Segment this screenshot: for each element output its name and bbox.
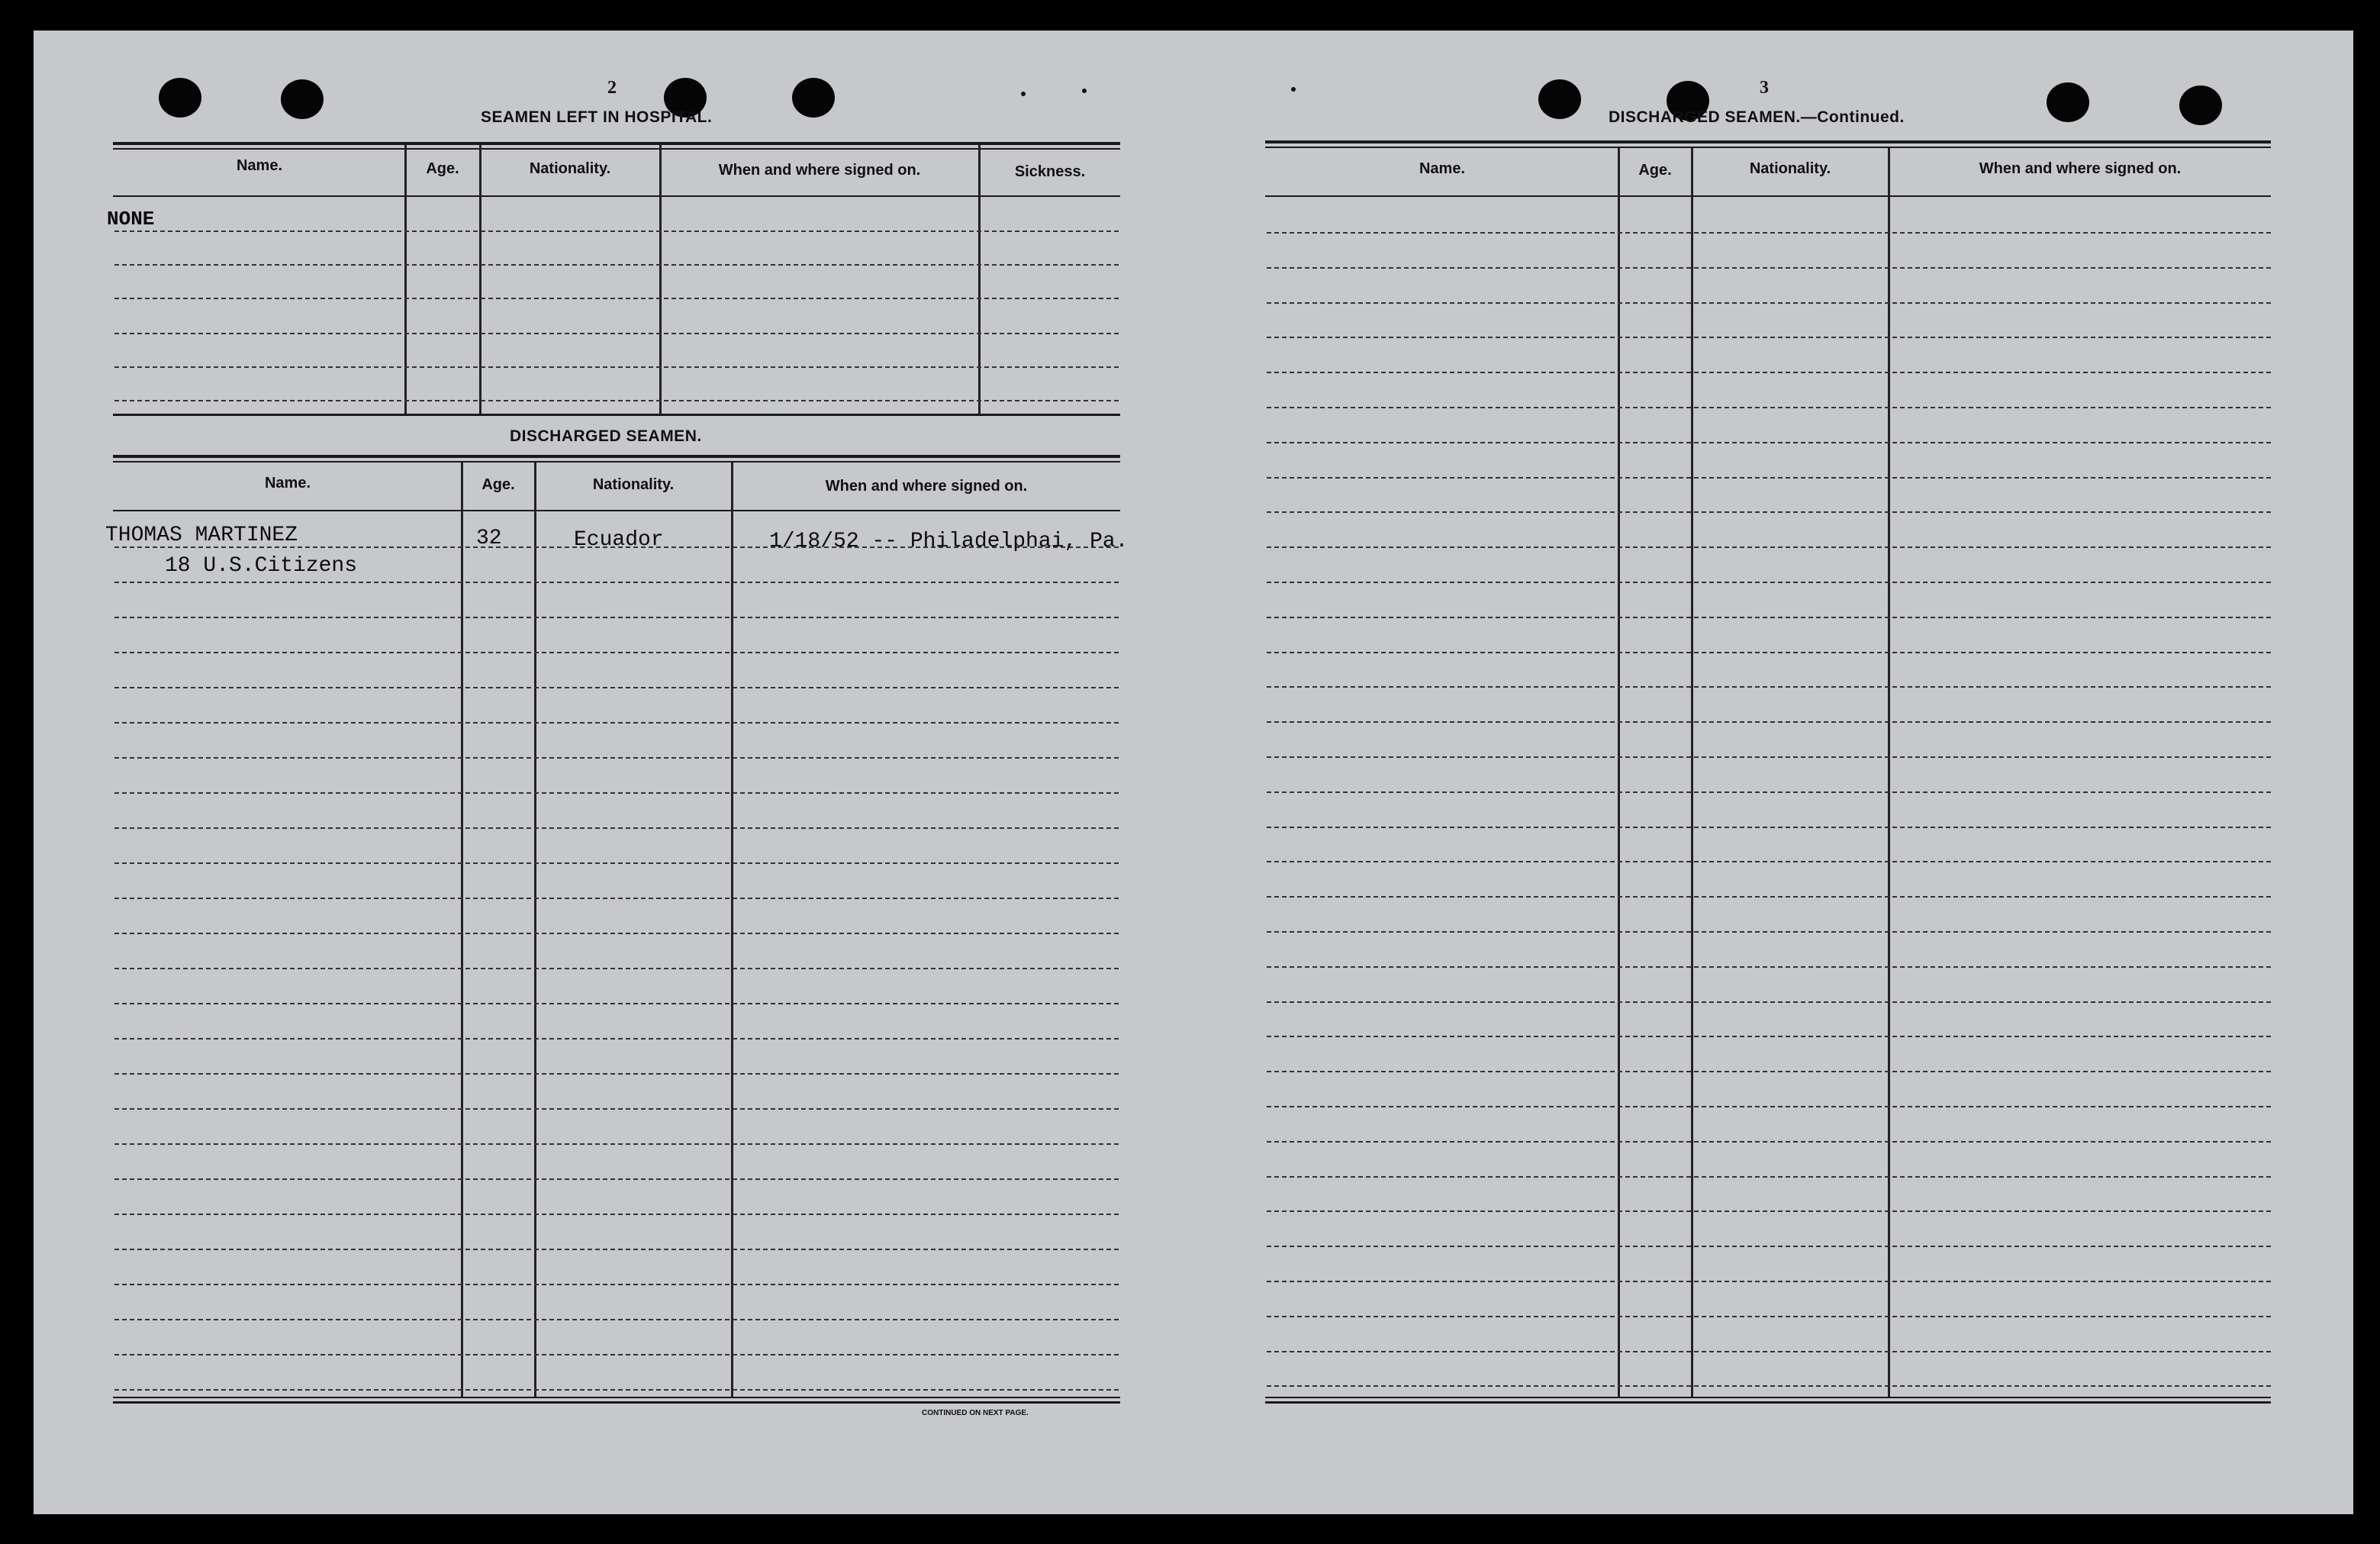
ruled-line <box>1267 1281 2271 1282</box>
ruled-line <box>1267 721 2271 723</box>
right-header-nationality: Nationality. <box>1749 160 1831 177</box>
right-header-age: Age. <box>1638 162 1672 179</box>
discharged-header-name: Name. <box>264 475 311 492</box>
ruled-line <box>1267 1351 2271 1352</box>
ruled-line <box>114 792 1119 794</box>
ruled-line <box>114 862 1119 864</box>
ruled-line <box>114 1038 1119 1040</box>
rule <box>113 148 1120 150</box>
rule <box>113 195 1120 197</box>
hospital-header-signed-on: When and where signed on. <box>718 162 921 179</box>
discharged-header-age: Age. <box>481 476 515 493</box>
column-divider <box>404 145 407 415</box>
ruled-line <box>114 230 1119 232</box>
discharged-row-nationality: Ecuador <box>574 528 664 552</box>
rule <box>1265 1397 2271 1398</box>
column-divider <box>659 145 662 415</box>
ruled-line <box>1267 1001 2271 1003</box>
ruled-line <box>1267 1176 2271 1178</box>
speck <box>1082 89 1087 93</box>
rule <box>113 414 1120 416</box>
page-number-left: 2 <box>607 78 617 98</box>
ruled-line <box>114 1284 1119 1285</box>
ruled-line <box>1267 791 2271 793</box>
right-header-signed-on: When and where signed on. <box>1979 160 2182 177</box>
column-divider <box>1618 148 1620 1397</box>
right-section-title: DISCHARGED SEAMEN.—Continued. <box>1609 108 1905 126</box>
rule <box>113 510 1120 511</box>
ruled-line <box>114 1073 1119 1075</box>
hospital-header-name: Name. <box>236 157 283 174</box>
punch-hole <box>2047 82 2089 122</box>
rule <box>113 1401 1120 1404</box>
ruled-line <box>114 757 1119 759</box>
punch-hole <box>792 78 835 118</box>
rule <box>1265 1401 2271 1404</box>
ruled-line <box>1267 407 2271 408</box>
ruled-line <box>114 933 1119 934</box>
ruled-line <box>114 1389 1119 1391</box>
ruled-line <box>114 617 1119 618</box>
discharged-row-name: THOMAS MARTINEZ <box>105 524 298 547</box>
ruled-line <box>1267 1316 2271 1317</box>
ruled-line <box>114 264 1119 266</box>
speck <box>1291 87 1296 92</box>
hospital-header-age: Age. <box>426 160 459 177</box>
ruled-line <box>1267 652 2271 653</box>
ruled-line <box>114 1003 1119 1004</box>
ruled-line <box>1267 442 2271 443</box>
ruled-line <box>1267 477 2271 479</box>
column-divider <box>731 463 733 1398</box>
ruled-line <box>114 722 1119 724</box>
rule <box>113 1397 1120 1398</box>
ruled-line <box>1267 232 2271 234</box>
ruled-line <box>1267 582 2271 583</box>
hospital-entry-none: NONE <box>107 208 155 230</box>
ruled-line <box>114 898 1119 899</box>
ruled-line <box>114 1214 1119 1215</box>
punch-hole <box>2179 85 2222 125</box>
discharged-section-title: DISCHARGED SEAMEN. <box>510 427 702 445</box>
ruled-line <box>114 1249 1119 1250</box>
ruled-line <box>1267 756 2271 758</box>
ruled-line <box>1267 1141 2271 1143</box>
discharged-header-nationality: Nationality. <box>592 476 675 493</box>
ruled-line <box>114 827 1119 829</box>
hospital-header-sickness: Sickness. <box>1014 163 1086 180</box>
speck <box>1021 92 1026 96</box>
ruled-line <box>114 366 1119 368</box>
ruled-line <box>1267 1246 2271 1247</box>
ruled-line <box>1267 931 2271 933</box>
rule <box>1265 147 2271 148</box>
column-divider <box>978 145 981 415</box>
ruled-line <box>1267 337 2271 338</box>
ruled-line <box>1267 896 2271 898</box>
ruled-line <box>114 1178 1119 1180</box>
punch-hole <box>281 79 324 119</box>
ruled-line <box>1267 1036 2271 1037</box>
rule <box>1265 140 2271 143</box>
ruled-line <box>1267 1385 2271 1387</box>
ruled-line <box>114 1354 1119 1355</box>
ruled-line <box>1267 267 2271 269</box>
punch-hole <box>1538 79 1581 119</box>
rule <box>1265 195 2271 197</box>
rule <box>113 142 1120 145</box>
page-number-right: 3 <box>1760 78 1769 98</box>
document-sheet <box>34 31 2353 1514</box>
ruled-line <box>114 652 1119 653</box>
column-divider <box>1691 148 1693 1397</box>
ruled-line <box>114 582 1119 583</box>
ruled-line <box>114 298 1119 299</box>
continued-footer: CONTINUED ON NEXT PAGE. <box>922 1409 1029 1417</box>
hospital-section-title: SEAMEN LEFT IN HOSPITAL. <box>481 108 713 126</box>
rule <box>113 461 1120 463</box>
ruled-line <box>114 1319 1119 1320</box>
ruled-line <box>1267 617 2271 618</box>
ruled-line <box>1267 546 2271 548</box>
discharged-note: 18 U.S.Citizens <box>165 554 358 578</box>
hospital-header-nationality: Nationality. <box>529 160 611 177</box>
ruled-line <box>1267 1210 2271 1212</box>
ruled-line <box>114 687 1119 688</box>
column-divider <box>479 145 481 415</box>
ruled-line <box>114 400 1119 401</box>
ruled-line <box>1267 372 2271 373</box>
ruled-line <box>1267 302 2271 304</box>
ruled-line <box>114 1143 1119 1145</box>
ruled-line <box>1267 511 2271 513</box>
ruled-line <box>1267 1106 2271 1107</box>
ruled-line <box>114 333 1119 334</box>
ruled-line <box>1267 966 2271 968</box>
ruled-line <box>1267 1071 2271 1072</box>
discharged-header-signed-on: When and where signed on. <box>825 478 1028 495</box>
column-divider <box>1888 148 1890 1397</box>
column-divider <box>461 463 463 1398</box>
ruled-line <box>1267 827 2271 828</box>
ruled-line <box>114 968 1119 969</box>
ruled-line <box>1267 861 2271 862</box>
rule <box>113 455 1120 458</box>
ruled-line <box>1267 686 2271 688</box>
column-divider <box>534 463 536 1398</box>
discharged-row-age: 32 <box>476 527 502 550</box>
right-header-name: Name. <box>1419 160 1466 177</box>
discharged-row-signed-on: 1/18/52 -- Philadelphai, Pa. <box>769 530 1129 553</box>
ruled-line <box>114 1108 1119 1110</box>
punch-hole <box>159 78 201 118</box>
